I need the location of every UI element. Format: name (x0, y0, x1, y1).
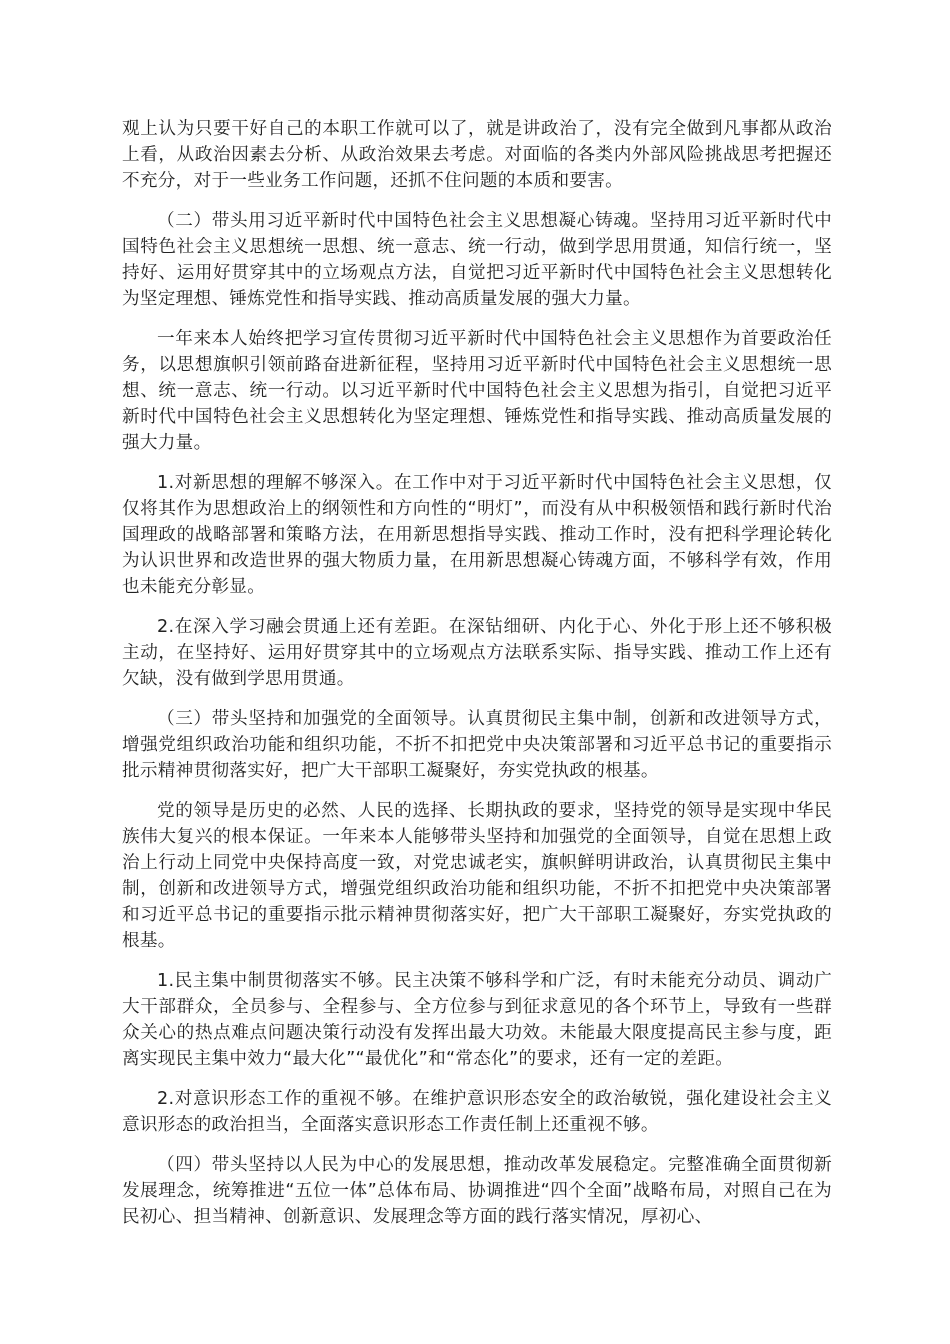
paragraph-section-2-issue-1: 1.对新思想的理解不够深入。在工作中对于习近平新时代中国特色社会主义思想，仅仅将其作为思想政治上的纲领性和方向性的“明灯”，而没有从中积极领悟和践行新时代治国理政的战略部署和策略方法，在用新思想指导实践、推动工作时，没有把科学理论转化为认识世界和改造世界的强大物质力量，在用新思想凝心铸魂方面，不够科学有效，作用也未能充分彰显。 (122, 473, 832, 597)
paragraph-section-3-issue-1: 1.民主集中制贯彻落实不够。民主决策不够科学和广泛，有时未能充分动员、调动广大干部群众，全员参与、全程参与、全方位参与到征求意见的各个环节上，导致有一些群众关心的热点难点问题决策行动没有发挥出最大功效。未能最大限度提高民主参与度，距离实现民主集中效力“最大化”“最优化”和“常态化”的要求，还有一定的差距。 (122, 971, 832, 1069)
paragraph-section-3-summary: 党的领导是历史的必然、人民的选择、长期执政的要求，坚持党的领导是实现中华民族伟大复兴的根本保证。一年来本人能够带头坚持和加强党的全面领导，自觉在思想上政治上行动上同党中央保持高度一致，对党忠诚老实，旗帜鲜明讲政治，认真贯彻民主集中制，创新和改进领导方式，增强党组织政治功能和组织功能，不折不扣把党中央决策部署和习近平总书记的重要指示批示精神贯彻落实好，把广大干部职工凝聚好，夯实党执政的根基。 (122, 801, 832, 951)
paragraph-continuation: 观上认为只要干好自己的本职工作就可以了，就是讲政治了，没有完全做到凡事都从政治上看，从政治因素去分析、从政治效果去考虑。对面临的各类内外部风险挑战思考把握还不充分，对于一些业务工作问题，还抓不住问题的本质和要害。 (122, 119, 832, 191)
paragraph-section-2-issue-2: 2.在深入学习融会贯通上还有差距。在深钻细研、内化于心、外化于形上还不够积极主动，在坚持好、运用好贯穿其中的立场观点方法联系实际、指导实践、推动工作上还有欠缺，没有做到学思用贯通。 (122, 617, 832, 689)
paragraph-section-2-heading: （二）带头用习近平新时代中国特色社会主义思想凝心铸魂。坚持用习近平新时代中国特色社会主义思想统一思想、统一意志、统一行动，做到学思用贯通，知信行统一，坚持好、运用好贯穿其中的立场观点方法，自觉把习近平新时代中国特色社会主义思想转化为坚定理想、锤炼党性和指导实践、推动高质量发展的强大力量。 (122, 211, 832, 309)
document-body (122, 116, 832, 1244)
paragraph-section-3-heading: （三）带头坚持和加强党的全面领导。认真贯彻民主集中制，创新和改进领导方式，增强党组织政治功能和组织功能，不折不扣把党中央决策部署和习近平总书记的重要指示批示精神贯彻落实好，把广大干部职工凝聚好，夯实党执政的根基。 (122, 709, 832, 781)
paragraph-section-3-issue-2: 2.对意识形态工作的重视不够。在维护意识形态安全的政治敏锐，强化建设社会主义意识形态的政治担当，全面落实意识形态工作责任制上还重视不够。 (122, 1089, 832, 1135)
paragraph-section-2-summary: 一年来本人始终把学习宣传贯彻习近平新时代中国特色社会主义思想作为首要政治任务，以思想旗帜引领前路奋进新征程，坚持用习近平新时代中国特色社会主义思想统一思想、统一意志、统一行动。以习近平新时代中国特色社会主义思想为指引，自觉把习近平新时代中国特色社会主义思想转化为坚定理想、锤炼党性和指导实践、推动高质量发展的强大力量。 (122, 329, 832, 453)
paragraph-section-4-heading: （四）带头坚持以人民为中心的发展思想，推动改革发展稳定。完整准确全面贯彻新发展理念，统筹推进“五位一体”总体布局、协调推进“四个全面”战略布局，对照自己在为民初心、担当精神、创新意识、发展理念等方面的践行落实情况，厚初心、 (122, 1155, 832, 1227)
